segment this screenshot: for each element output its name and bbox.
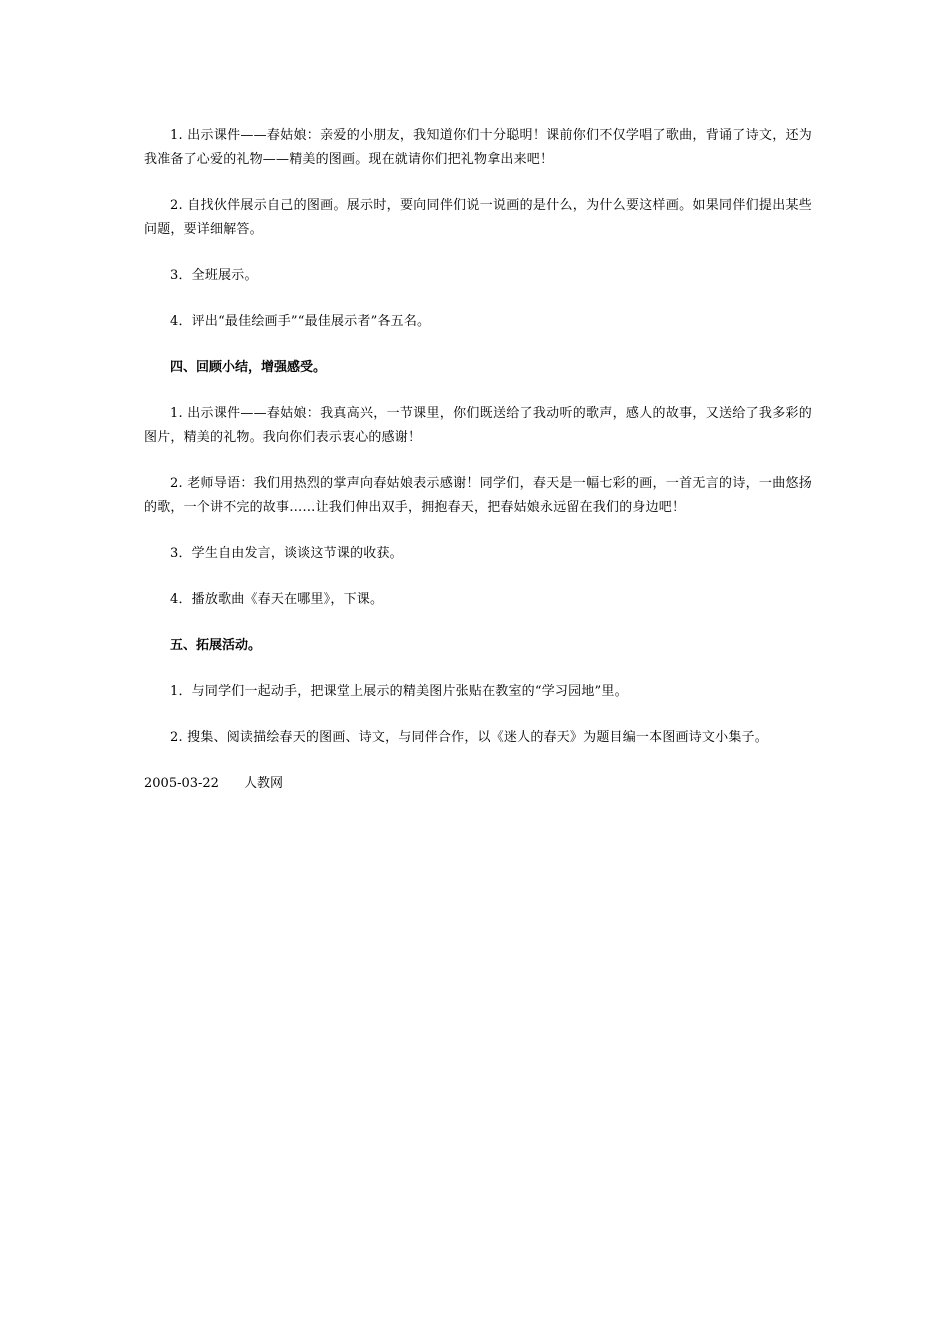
paragraph: 4．评出“最佳绘画手”“最佳展示者”各五名。 — [170, 314, 431, 329]
paragraph: 3．全班展示。 — [170, 268, 258, 283]
paragraph: 1. 出示课件——春姑娘：亲爱的小朋友，我知道你们十分聪明！课前你们不仅学唱了歌曲，背诵了诗文，还为我准备了心爱的礼物——精美的图画。现在就请你们把礼物拿出来吧！ — [144, 128, 812, 167]
paragraph: 1．与同学们一起动手，把课堂上展示的精美图片张贴在教室的“学习园地”里。 — [170, 684, 628, 699]
section-heading: 五、拓展活动。 — [170, 638, 262, 653]
paragraph: 2. 自找伙伴展示自己的图画。展示时，要向同伴们说一说画的是什么，为什么要这样画。如果同伴们提出某些问题，要详细解答。 — [144, 198, 812, 237]
paragraph: 2. 老师导语：我们用热烈的掌声向春姑娘表示感谢！同学们，春天是一幅七彩的画，一首无言的诗，一曲悠扬的歌，一个讲不完的故事……让我们伸出双手，拥抱春天，把春姑娘永远留在我们的身边吧！ — [144, 476, 812, 515]
document-body — [144, 124, 812, 796]
paragraph: 4．播放歌曲《春天在哪里》，下课。 — [170, 592, 384, 607]
footer — [144, 772, 812, 796]
section-heading: 四、回顾小结，增强感受。 — [170, 360, 327, 375]
paragraph: 3．学生自由发言，谈谈这节课的收获。 — [170, 546, 403, 561]
footer-source: 人教网 — [244, 776, 284, 791]
paragraph: 2. 搜集、阅读描绘春天的图画、诗文，与同伴合作，以《迷人的春天》为题目编一本图画诗文小集子。 — [170, 730, 768, 745]
paragraph: 1. 出示课件——春姑娘：我真高兴，一节课里，你们既送给了我动听的歌声，感人的故事，又送给了我多彩的图片，精美的礼物。我向你们表示衷心的感谢！ — [144, 406, 812, 445]
footer-date: 2005-03-22 — [144, 776, 219, 791]
